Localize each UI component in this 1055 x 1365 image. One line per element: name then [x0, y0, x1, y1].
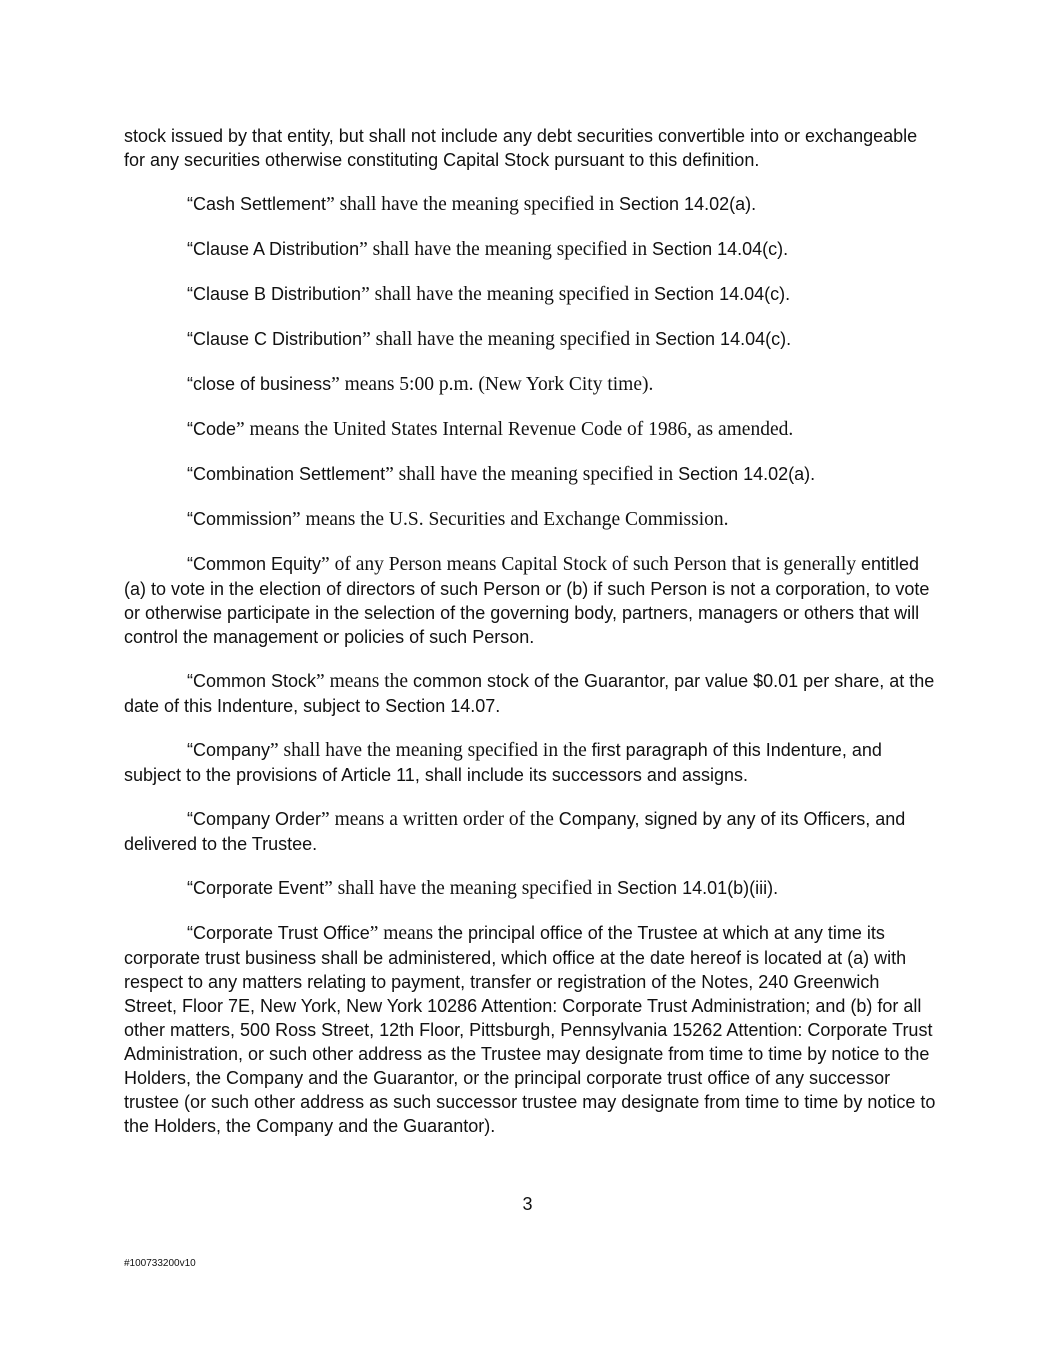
section-reference: Section 14.04(c).: [655, 329, 792, 349]
definition-clause-a-distribution: [124, 237, 936, 262]
definition-corporate-trust-office: [124, 921, 936, 1138]
defined-term: “Commission: [187, 509, 293, 529]
definition-clause-b-distribution: [124, 282, 936, 307]
definition-common-stock: [124, 669, 936, 718]
definition-text: ” shall have the meaning specified in: [385, 464, 679, 485]
definition-text: ” shall have the meaning specified in: [361, 284, 655, 305]
definition-text-continued: entitled (a) to vote in the election of directors of such Person or (b) if such Person is not a corporation, to vote or otherwise participate in the selection of the governing body, partners, managers or others that will control the management or policies of such Person.: [124, 554, 930, 647]
definition-cash-settlement: [124, 192, 936, 217]
defined-term: “Combination Settlement: [187, 464, 386, 484]
definition-text-continued: Company, signed by any of its Officers, and delivered to the Trustee.: [124, 809, 906, 854]
definition-text: ” means 5:00 p.m. (New York City time).: [331, 374, 654, 395]
definition-text: ” of any Person means Capital Stock of such Person that is generally: [321, 554, 861, 575]
section-reference: Section 14.01(b)(iii).: [617, 878, 779, 898]
definition-code: [124, 417, 936, 442]
definition-close-of-business: [124, 372, 936, 397]
definition-text-continued: first paragraph of this Indenture, and subject to the provisions of Article 11, shall include its successors and assigns.: [124, 740, 882, 785]
definition-text: ” means the U.S. Securities and Exchange Commission.: [292, 509, 729, 530]
paragraph-continuation: [124, 124, 936, 172]
document-id: #100733200v10: [124, 1258, 196, 1269]
defined-term: “close of business: [187, 374, 332, 394]
definition-text: ” means: [369, 923, 438, 944]
section-reference: Section 14.02(a).: [678, 464, 816, 484]
definition-text: ” means a written order of the: [321, 809, 559, 830]
section-reference: Section 14.04(c).: [654, 284, 791, 304]
body-text: [124, 124, 936, 1158]
definition-company-order: [124, 807, 936, 856]
defined-term: “Common Stock: [187, 671, 317, 691]
defined-term: “Cash Settlement: [187, 194, 327, 214]
defined-term: “Corporate Event: [187, 878, 325, 898]
definition-text: ” shall have the meaning specified in: [324, 878, 618, 899]
definition-text-continued: the principal office of the Trustee at which at any time its corporate trust business shall be administered, which office at the date hereof is located at (a) with respect to any matters relating to payment, transfer or registration of the Notes, 240 Greenwich Street, Floor 7E, New York, New York 10286 Attention: Corporate Trust Administration; and (b) for all other matters, 500 Ross Street, 12th Floor, Pittsburgh, Pennsylvania 15262 Attention: Corporate Trust Administration, or such other address as the Trustee may designate from time to time by notice to the Holders, the Company and the Guarantor, or the principal corporate trust office of any successor trustee (or such other address as such successor trustee may designate from time to time by notice to the Holders, the Company and the Guarantor).: [124, 923, 936, 1136]
definition-text: ” shall have the meaning specified in: [362, 329, 656, 350]
defined-term: “Common Equity: [187, 554, 322, 574]
definition-text: ” means the: [316, 671, 413, 692]
section-reference: Section 14.02(a).: [619, 194, 757, 214]
defined-term: “Code: [187, 419, 237, 439]
defined-term: “Clause C Distribution: [187, 329, 363, 349]
definition-company: [124, 738, 936, 787]
definition-common-equity: [124, 552, 936, 649]
section-reference: Section 14.04(c).: [652, 239, 789, 259]
defined-term: “Company: [187, 740, 271, 760]
definition-text: ” means the United States Internal Revenue Code of 1986, as amended.: [236, 419, 794, 440]
definition-text-continued: common stock of the Guarantor, par value $0.01 per share, at the date of this Indenture, subject to Section 14.07.: [124, 671, 935, 716]
defined-term: “Clause B Distribution: [187, 284, 362, 304]
defined-term: “Corporate Trust Office: [187, 923, 370, 943]
definition-text: ” shall have the meaning specified in the: [270, 740, 592, 761]
defined-term: “Clause A Distribution: [187, 239, 360, 259]
definition-commission: [124, 507, 936, 532]
definition-text: ” shall have the meaning specified in: [326, 194, 620, 215]
definition-text: ” shall have the meaning specified in: [359, 239, 653, 260]
definition-clause-c-distribution: [124, 327, 936, 352]
definition-corporate-event: [124, 876, 936, 901]
definition-combination-settlement: [124, 462, 936, 487]
defined-term: “Company Order: [187, 809, 322, 829]
page-number: 3: [522, 1194, 533, 1214]
paragraph-text: stock issued by that entity, but shall not include any debt securities convertible into or exchangeable for any securities otherwise constituting Capital Stock pursuant to this definition.: [124, 126, 918, 170]
